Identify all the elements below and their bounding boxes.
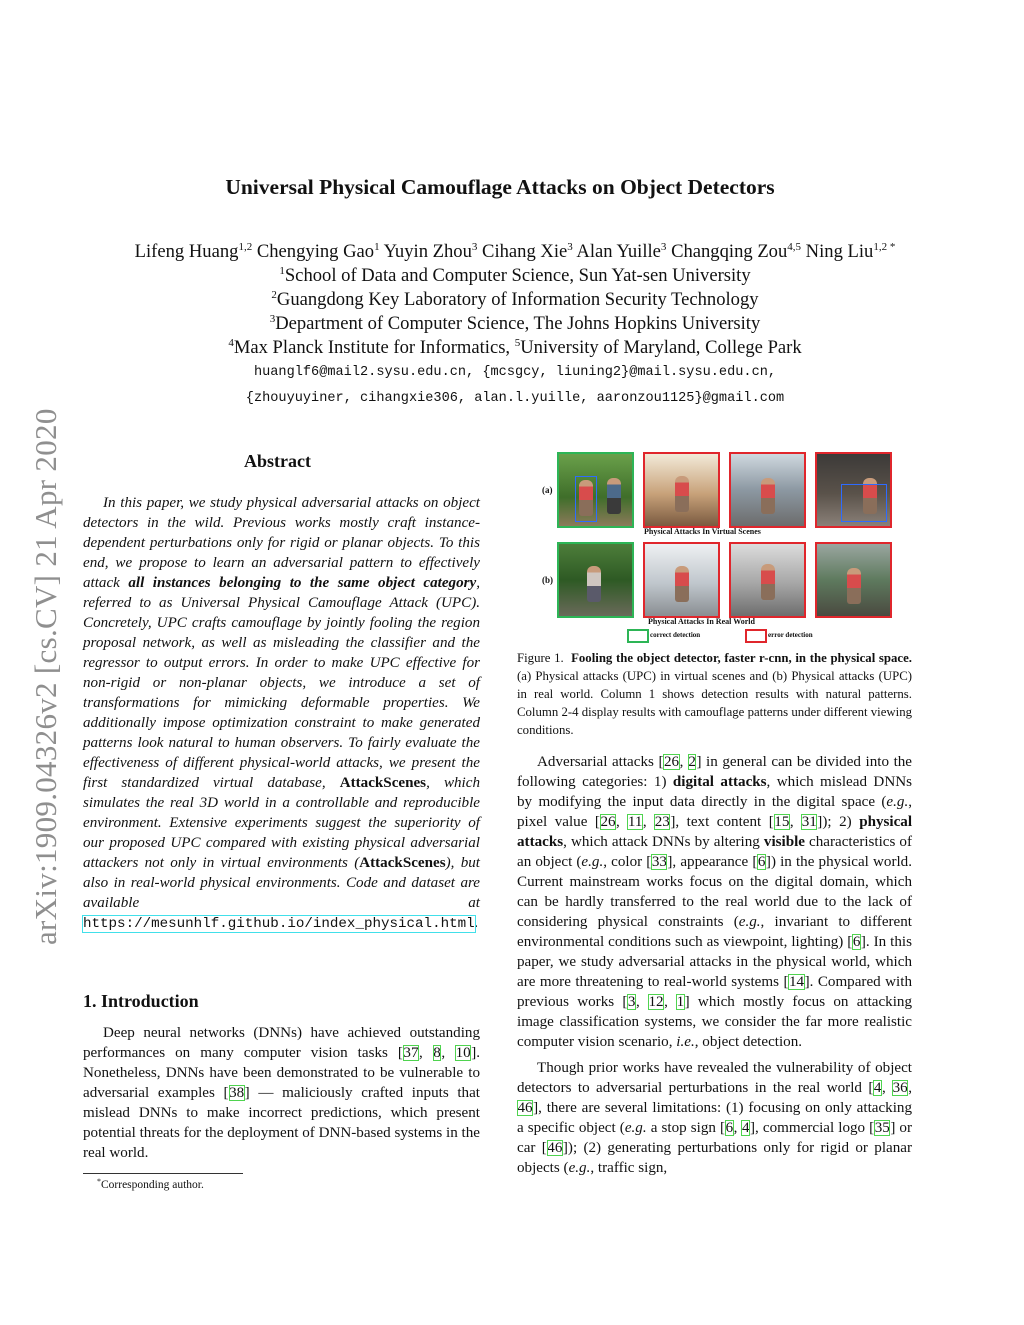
virtual-scene-natural-image [557,452,634,528]
virtual-scene-attack-image [643,452,720,528]
citation-link[interactable]: 11 [627,814,643,830]
citation-link[interactable]: 4 [741,1120,750,1136]
author-block [0,240,1024,412]
abstract-text: . [474,915,479,931]
citation-link[interactable]: 46 [517,1100,533,1116]
email-line-1: huanglf6@mail2.sysu.edu.cn, {mcsgcy, liuning2}@mail.sysu.edu.cn, [253,365,777,380]
person-figure [761,564,775,600]
author-affil-mark: 1,2 [238,241,253,253]
citation-link[interactable]: 12 [648,994,664,1010]
author-affil-mark: 1 [374,241,380,253]
real-world-attack-image [815,542,892,618]
abstract-emphasis: AttackScenes [339,775,427,791]
dataset-link[interactable]: https://mesunhlf.github.io/index_physical.html [83,916,475,932]
author-name: Lifeng Huang [134,241,239,262]
abstract-text: In this paper, we study physical adversarial attacks on object detectors in the wild. Previous works mostly craft instance-dependent perturbations only for rigid or planar objects. To this end, we propose to learn an adversarial pattern to effectively attack [83,495,480,591]
citation-link[interactable]: 1 [676,994,685,1010]
real-world-attack-image [729,542,806,618]
affiliation-4-5: $^4$Max Planck Institute for Informatics, $^5$University of Maryland, College Park [228,337,802,358]
affiliation-3: $^3$Department of Computer Science, The Johns Hopkins University [269,313,761,334]
bold-term: physical attacks [517,814,913,850]
arxiv-identifier: arXiv:1909.04326v2 [cs.CV] 21 Apr 2020 [28,408,63,945]
figure-caption-title: Fooling the object detector, faster r-cnn, in the physical space. [571,651,912,665]
detection-box [841,484,887,522]
citation-link[interactable]: 6 [757,854,766,870]
real-world-natural-image [557,542,634,618]
detection-box [575,476,597,522]
abstract-text: ), but also in real-world physical environments. Code and dataset are available at [83,855,480,911]
abstract-text: , referred to as Universal Physical Camouflage Attack (UPC). Concretely, UPC crafts camouflage by jointly fooling the region proposal network, as well as misleading the classifier and the regressor to output errors. In order to make UPC effective for non-rigid or non-planar objects, we introduce a set of transformations for mimicking deformable properties. We additionally impose optimization constraint to make generated patterns look natural to human observers. To fairly evaluate the effectiveness of different physical-world attacks, we present the first standardized virtual database, [83,575,481,791]
abstract-emphasis: AttackScenes [359,855,446,871]
intro-paragraph: Deep neural networks (DNNs) have achieved outstanding performances on many computer vision tasks [37, 8, 10]. Nonetheless, DNNs have been demonstrated to be vulnerable to adversarial examples [38] — maliciously crafted inputs that mislead DNNs to make incorrect predictions, which present potential threats for the deployment of DNN-based systems in the real world. [83,1025,481,1161]
legend-error-label: error detection [768,631,813,639]
author-affil-mark: 4,5 [787,241,802,253]
person-figure [847,568,861,604]
author-name: Changqing Zou [671,241,788,262]
citation-link[interactable]: 6 [852,934,861,950]
abstract-body [83,493,480,934]
author-affil-mark: 3 [471,241,478,253]
legend-error-swatch [745,629,767,643]
citation-link[interactable]: 14 [788,974,805,990]
figure-1 [536,446,912,646]
footnote-rule [83,1173,243,1174]
body-text: Deep neural networks (DNNs) have achieved outstanding performances on many computer vision tasks [ [83,1025,480,1061]
citation-link[interactable]: 26 [663,754,680,770]
body-paragraph: Though prior works have revealed the vulnerability of object detectors to adversarial perturbations in the real world [4, 36, 46], there are several limitations: (1) focusing on only attacking a specific object (e.g. a stop sign [6, 4], commercial logo [35] or car [46]); (2) generating perturbations only for rigid or planar objects (e.g., traffic sign, [517,1060,913,1176]
abstract-paragraph [83,493,480,934]
legend-correct-swatch [627,629,649,643]
person-figure [761,478,775,514]
footnote-mark: * [97,1177,101,1186]
virtual-scene-attack-image [815,452,892,528]
footnote-text: Corresponding author. [101,1179,204,1191]
person-figure [607,478,621,514]
affiliation-text: University of Maryland, College Park [520,337,802,358]
citation-link[interactable]: 23 [654,814,670,830]
person-figure [675,566,689,602]
body-text: ]. Nonetheless, DNNs have been demonstrated to be vulnerable to adversarial examples [ [83,1045,481,1101]
author-name: Cihang Xie [482,241,568,262]
citation-link[interactable]: 15 [774,814,790,830]
citation-link[interactable]: 4 [873,1080,882,1096]
section-heading-introduction: 1. Introduction [83,991,199,1011]
citation-link[interactable]: 46 [547,1140,563,1156]
citation-link[interactable]: 37 [403,1045,419,1061]
figure-row-label-b: (b) [542,575,553,585]
citation-link[interactable]: 8 [433,1045,441,1061]
person-figure [587,566,601,602]
author-affil-mark: 3 [567,241,573,253]
email-line-2: {zhouyuyiner, cihangxie306, alan.l.yuille, aaronzou1125}@gmail.com [245,391,785,406]
caption-real-world: Physical Attacks In Real World [648,617,755,626]
abstract-emphasis: all instances belonging to the same object category [128,575,477,591]
abstract-text: , which simulates the real 3D world in a controllable and reproducible environment. Extensive experiments suggest the superiority of our proposed UPC compared with existing physical adversarial attackers not only in virtual environments ( [83,775,480,871]
citation-link[interactable]: 3 [627,994,636,1010]
footnote [97,1179,204,1191]
citation-link[interactable]: 26 [600,814,616,830]
body-text: ] — maliciously crafted inputs that mislead DNNs to make incorrect predictions, which present potential threats for the deployment of DNN-based systems in the real world. [83,1085,480,1161]
affiliation-text: Max Planck Institute for Informatics, [233,337,515,358]
figure-1-caption [517,649,912,739]
abstract-heading: Abstract [244,451,311,471]
figure-label: Figure 1. [517,651,564,665]
affiliation-1: $^1$School of Data and Computer Science, Sun Yat-sen University [279,265,751,286]
virtual-scene-attack-image [729,452,806,528]
bold-term: visible [763,834,805,850]
citation-link[interactable]: 36 [892,1080,908,1096]
figure-row-label-a: (a) [542,485,553,495]
citation-link[interactable]: 38 [229,1085,245,1101]
body-paragraph: Adversarial attacks [26, 2] in general can be divided into the following categories: 1) digital attacks, which mislead DNNs by modifying the input data directly in the digital space (e.g., pixel value [26, 11, 23], text content [15, 31]); 2) physical attacks, which attack DNNs by altering visible characteristics of an object (e.g., color [33], appearance [6]) in the physical world. Current mainstream works focus on the digital domain, which can be hardly transferred to the real world due to the lack of considering physical constraints (e.g., invariant to different environmental conditions such as viewpoint, lighting) [6]. In this paper, we study adversarial attacks in the physical world, which are more threatening to real-world systems [14]. Compared with previous works [3, 12, 1] which mostly focus on attacking image classification systems, we consider the far more realistic computer vision scenario, i.e., object detection. [517,754,913,1050]
citation-link[interactable]: 31 [801,814,817,830]
citation-link[interactable]: 33 [651,854,667,870]
citation-link[interactable]: 2 [688,754,696,770]
affiliation-text: School of Data and Computer Science, Sun Yat-sen University [284,265,751,286]
citation-link[interactable]: 6 [725,1120,734,1136]
paper-title: Universal Physical Camouflage Attacks on Object Detectors [225,175,775,199]
affiliation-text: Department of Computer Science, The Johns Hopkins University [275,313,761,334]
caption-virtual-scenes: Physical Attacks In Virtual Scenes [644,527,761,536]
legend-correct-label: correct detection [650,631,701,639]
author-name: Chengying Gao [256,241,375,262]
author-name: Yuyin Zhou [383,241,472,262]
author-name: Alan Yuille [576,241,661,262]
citation-link[interactable]: 35 [874,1120,890,1136]
citation-link[interactable]: 10 [455,1045,471,1061]
right-column-body [517,752,912,1178]
real-world-attack-image [643,542,720,618]
author-names [0,240,1024,264]
affiliation-2: $^2$Guangdong Key Laboratory of Information Security Technology [271,289,759,310]
figure-caption-text: (a) Physical attacks (UPC) in virtual scenes and (b) Physical attacks (UPC) in real world. Column 1 shows detection results with natural patterns. Column 2-4 display results with camouflage patterns under different viewing conditions. [517,669,912,737]
author-name: Ning Liu [805,241,874,262]
affiliation-text: Guangdong Key Laboratory of Information Security Technology [276,289,759,310]
bold-term: digital attacks [672,774,767,790]
author-affil-mark: 1,2 * [873,241,896,253]
person-figure [675,476,689,512]
introduction-body [83,1023,480,1163]
author-affil-mark: 3 [660,241,667,253]
